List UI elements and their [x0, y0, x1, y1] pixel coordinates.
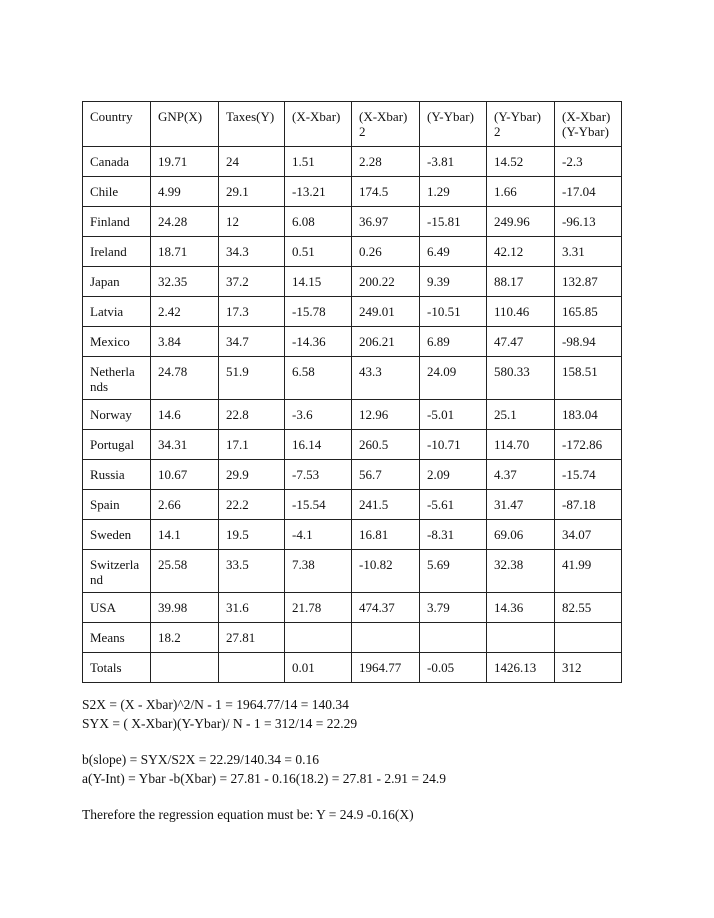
table-cell: 312: [555, 653, 622, 683]
table-cell: 249.01: [352, 297, 420, 327]
slope-formula: b(slope) = SYX/S2X = 22.29/140.34 = 0.16: [82, 752, 319, 767]
table-cell: 47.47: [487, 327, 555, 357]
column-header: (X-Xbar) (Y-Ybar): [555, 102, 622, 147]
table-cell: Portugal: [83, 430, 151, 460]
table-cell: 1.51: [285, 147, 352, 177]
table-cell: 37.2: [219, 267, 285, 297]
table-cell: 24.09: [420, 357, 487, 400]
table-cell: 6.58: [285, 357, 352, 400]
table-cell: Means: [83, 623, 151, 653]
table-cell: 25.1: [487, 400, 555, 430]
table-cell: 34.7: [219, 327, 285, 357]
table-cell: 1426.13: [487, 653, 555, 683]
table-cell: 0.51: [285, 237, 352, 267]
regression-table: [82, 101, 622, 683]
table-cell: 4.99: [151, 177, 219, 207]
table-cell: 2.09: [420, 460, 487, 490]
table-cell: -15.74: [555, 460, 622, 490]
intercept-formula: a(Y-Int) = Ybar -b(Xbar) = 27.81 - 0.16(18.2) = 27.81 - 2.91 = 24.9: [82, 771, 446, 786]
table-cell: Norway: [83, 400, 151, 430]
table-cell: 24.28: [151, 207, 219, 237]
table-cell: 114.70: [487, 430, 555, 460]
table-cell: 1.29: [420, 177, 487, 207]
table-cell: -2.3: [555, 147, 622, 177]
table-cell: 36.97: [352, 207, 420, 237]
table-cell: 158.51: [555, 357, 622, 400]
table-row: [83, 430, 622, 460]
column-header: (X-Xbar): [285, 102, 352, 147]
table-cell: Sweden: [83, 520, 151, 550]
table-cell: 165.85: [555, 297, 622, 327]
table-cell: 132.87: [555, 267, 622, 297]
table-cell: 241.5: [352, 490, 420, 520]
table-cell: 2.66: [151, 490, 219, 520]
table-cell: 5.69: [420, 550, 487, 593]
table-cell: 39.98: [151, 593, 219, 623]
table-cell: -98.94: [555, 327, 622, 357]
table-row: [83, 207, 622, 237]
table-cell: Canada: [83, 147, 151, 177]
table-cell: 2.42: [151, 297, 219, 327]
table-cell: -87.18: [555, 490, 622, 520]
column-header: Taxes(Y): [219, 102, 285, 147]
table-cell: 17.1: [219, 430, 285, 460]
table-cell: [487, 623, 555, 653]
table-row: [83, 327, 622, 357]
table-cell: 474.37: [352, 593, 420, 623]
table-cell: -13.21: [285, 177, 352, 207]
table-cell: 22.2: [219, 490, 285, 520]
table-cell: 110.46: [487, 297, 555, 327]
table-row: [83, 400, 622, 430]
table-row: [83, 460, 622, 490]
table-cell: -5.01: [420, 400, 487, 430]
table-cell: 22.8: [219, 400, 285, 430]
table-cell: Totals: [83, 653, 151, 683]
table-row: [83, 520, 622, 550]
table-cell: -15.78: [285, 297, 352, 327]
table-cell: 34.31: [151, 430, 219, 460]
table-cell: -14.36: [285, 327, 352, 357]
table-cell: -3.6: [285, 400, 352, 430]
table-cell: 3.84: [151, 327, 219, 357]
table-row: [83, 237, 622, 267]
table-cell: 12: [219, 207, 285, 237]
variance-formula: S2X = (X - Xbar)^2/N - 1 = 1964.77/14 = 140.34: [82, 697, 349, 712]
table-cell: -10.51: [420, 297, 487, 327]
table-cell: 183.04: [555, 400, 622, 430]
table-cell: -17.04: [555, 177, 622, 207]
table-cell: 12.96: [352, 400, 420, 430]
table-row: [83, 177, 622, 207]
table-cell: Japan: [83, 267, 151, 297]
table-row: [83, 147, 622, 177]
table-cell: 14.1: [151, 520, 219, 550]
table-cell: Ireland: [83, 237, 151, 267]
table-cell: 6.49: [420, 237, 487, 267]
table-row: [83, 490, 622, 520]
table-cell: Spain: [83, 490, 151, 520]
table-cell: -172.86: [555, 430, 622, 460]
table-cell: 0.26: [352, 237, 420, 267]
table-cell: 34.07: [555, 520, 622, 550]
table-cell: 29.1: [219, 177, 285, 207]
table-cell: [219, 653, 285, 683]
table-row: [83, 267, 622, 297]
table-cell: Netherla nds: [83, 357, 151, 400]
table-cell: -8.31: [420, 520, 487, 550]
covariance-formula: SYX = ( X-Xbar)(Y-Ybar)/ N - 1 = 312/14 = 22.29: [82, 716, 358, 731]
table-cell: Finland: [83, 207, 151, 237]
table-cell: 24.78: [151, 357, 219, 400]
table-cell: 31.47: [487, 490, 555, 520]
table-cell: 249.96: [487, 207, 555, 237]
column-header: GNP(X): [151, 102, 219, 147]
table-cell: 32.35: [151, 267, 219, 297]
table-cell: USA: [83, 593, 151, 623]
table-cell: 21.78: [285, 593, 352, 623]
table-cell: 43.3: [352, 357, 420, 400]
table-cell: Chile: [83, 177, 151, 207]
table-cell: 56.7: [352, 460, 420, 490]
table-cell: 4.37: [487, 460, 555, 490]
table-cell: 69.06: [487, 520, 555, 550]
table-cell: -0.05: [420, 653, 487, 683]
table-row: [83, 297, 622, 327]
table-cell: 34.3: [219, 237, 285, 267]
table-cell: 3.79: [420, 593, 487, 623]
table-cell: 18.2: [151, 623, 219, 653]
table-cell: 6.08: [285, 207, 352, 237]
table-header-row: [83, 102, 622, 147]
table-cell: 580.33: [487, 357, 555, 400]
table-cell: -4.1: [285, 520, 352, 550]
table-cell: 27.81: [219, 623, 285, 653]
table-cell: Russia: [83, 460, 151, 490]
table-row: [83, 653, 622, 683]
table-cell: 260.5: [352, 430, 420, 460]
table-cell: 51.9: [219, 357, 285, 400]
table-cell: 6.89: [420, 327, 487, 357]
table-cell: 10.67: [151, 460, 219, 490]
table-cell: 14.36: [487, 593, 555, 623]
table-cell: 24: [219, 147, 285, 177]
table-row: [83, 357, 622, 400]
table-cell: 42.12: [487, 237, 555, 267]
table-cell: 14.6: [151, 400, 219, 430]
table-row: [83, 593, 622, 623]
calculation-notes: [82, 695, 642, 824]
table-cell: 0.01: [285, 653, 352, 683]
table-cell: 14.15: [285, 267, 352, 297]
table-cell: 19.5: [219, 520, 285, 550]
table-cell: 16.81: [352, 520, 420, 550]
table-cell: 88.17: [487, 267, 555, 297]
table-cell: 2.28: [352, 147, 420, 177]
table-row: [83, 550, 622, 593]
table-cell: 82.55: [555, 593, 622, 623]
table-cell: -3.81: [420, 147, 487, 177]
table-cell: 200.22: [352, 267, 420, 297]
table-cell: [555, 623, 622, 653]
column-header: Country: [83, 102, 151, 147]
table-cell: [352, 623, 420, 653]
table-cell: 33.5: [219, 550, 285, 593]
table-cell: -96.13: [555, 207, 622, 237]
table-cell: Switzerla nd: [83, 550, 151, 593]
table-cell: [151, 653, 219, 683]
table-cell: Latvia: [83, 297, 151, 327]
table-cell: 29.9: [219, 460, 285, 490]
table-cell: -10.82: [352, 550, 420, 593]
table-cell: 31.6: [219, 593, 285, 623]
table-cell: 1964.77: [352, 653, 420, 683]
table-cell: 14.52: [487, 147, 555, 177]
regression-conclusion: Therefore the regression equation must be: Y = 24.9 -0.16(X): [82, 807, 414, 822]
table-cell: 32.38: [487, 550, 555, 593]
table-cell: -5.61: [420, 490, 487, 520]
table-row: [83, 623, 622, 653]
column-header: (Y-Ybar) 2: [487, 102, 555, 147]
table-cell: -15.81: [420, 207, 487, 237]
table-cell: -10.71: [420, 430, 487, 460]
table-cell: [285, 623, 352, 653]
table-cell: 174.5: [352, 177, 420, 207]
table-cell: 206.21: [352, 327, 420, 357]
column-header: (X-Xbar) 2: [352, 102, 420, 147]
table-cell: [420, 623, 487, 653]
table-cell: -15.54: [285, 490, 352, 520]
table-cell: 9.39: [420, 267, 487, 297]
table-cell: 16.14: [285, 430, 352, 460]
column-header: (Y-Ybar): [420, 102, 487, 147]
table-cell: 19.71: [151, 147, 219, 177]
table-cell: 7.38: [285, 550, 352, 593]
table-cell: Mexico: [83, 327, 151, 357]
table-cell: 41.99: [555, 550, 622, 593]
table-cell: -7.53: [285, 460, 352, 490]
table-cell: 18.71: [151, 237, 219, 267]
table-cell: 17.3: [219, 297, 285, 327]
table-cell: 3.31: [555, 237, 622, 267]
table-cell: 25.58: [151, 550, 219, 593]
table-cell: 1.66: [487, 177, 555, 207]
